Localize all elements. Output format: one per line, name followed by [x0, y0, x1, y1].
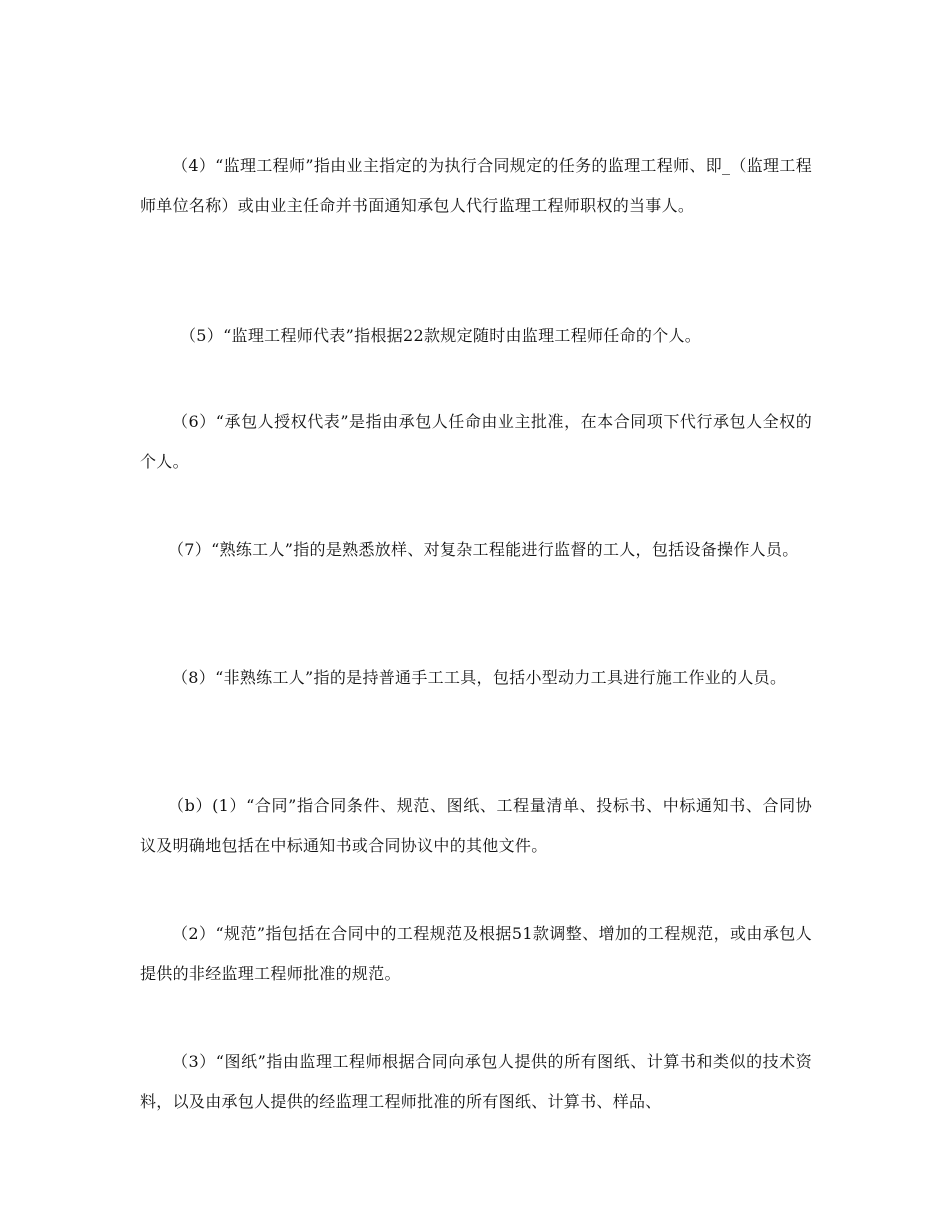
paragraph-contract: （b）(1）“合同”指合同条件、规范、图纸、工程量清单、投标书、中标通知书、合同协议及明确地包括在中标通知书或合同协议中的其他文件。: [140, 796, 812, 855]
paragraph-contractor-authorized-rep: （6）“承包人授权代表”是指由承包人任命由业主批准，在本合同项下代行承包人全权的个人。: [140, 412, 812, 471]
paragraph-skilled-workers: （7）“熟练工人”指的是熟悉放样、对复杂工程能进行监督的工人，包括设备操作人员。: [168, 540, 799, 559]
paragraph-supervising-engineer: （4）“监理工程师”指由业主指定的为执行合同规定的任务的监理工程师、即_（监理工程师单位名称）或由业主任命并书面通知承包人代行监理工程师职权的当事人。: [140, 156, 812, 215]
paragraph-specifications: （2）“规范”指包括在合同中的工程规范及根据51款调整、增加的工程规范，或由承包人提供的非经监理工程师批准的规范。: [140, 924, 812, 983]
paragraph-engineer-representative: （5）“监理工程师代表”指根据22款规定随时由监理工程师任命的个人。: [180, 326, 702, 345]
paragraph-drawings: （3）“图纸”指由监理工程师根据合同向承包人提供的所有图纸、计算书和类似的技术资料，以及由承包人提供的经监理工程师批准的所有图纸、计算书、样品、: [140, 1052, 812, 1111]
paragraph-unskilled-workers: （8）“非熟练工人”指的是持普通手工工具，包括小型动力工具进行施工作业的人员。: [172, 668, 787, 687]
